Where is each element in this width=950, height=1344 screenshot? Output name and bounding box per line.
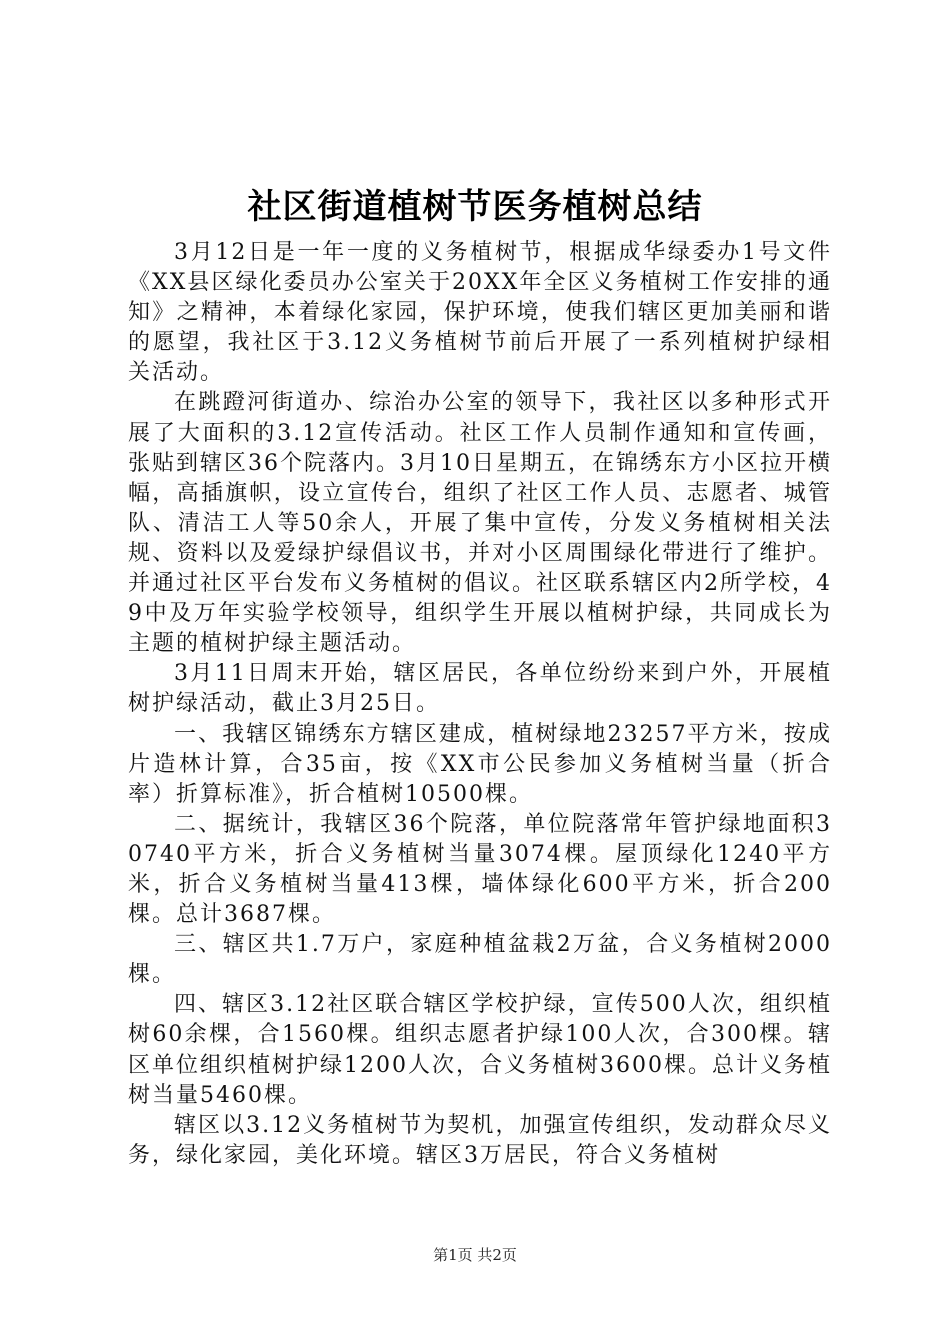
- document-body: [128, 238, 832, 1171]
- page-number: 第1页 共2页: [433, 1246, 517, 1264]
- paragraph-conclusion: 辖区以3.12义务植树节为契机，加强宣传组织，发动群众尽义务，绿化家园，美化环境。辖区3万居民，符合义务植树: [128, 1112, 832, 1168]
- paragraph-item-three: 三、辖区共1.7万户，家庭种植盆栽2万盆，合义务植树2000棵。: [128, 932, 832, 988]
- paragraph-item-two: 二、据统计，我辖区36个院落，单位院落常年管护绿地面积30740平方米，折合义务植树当量3074棵。屋顶绿化1240平方米，折合义务植树当量413棵，墙体绿化600平方米，折合200棵。总计3687棵。: [128, 811, 832, 928]
- paragraph-publicity: 在跳蹬河街道办、综治办公室的领导下，我社区以多种形式开展了大面积的3.12宣传活动。社区工作人员制作通知和宣传画，张贴到辖区36个院落内。3月10日星期五，在锦绣东方小区拉开横幅，高插旗帜，设立宣传台，组织了社区工作人员、志愿者、城管队、清洁工人等50余人，开展了集中宣传，分发义务植树相关法规、资料以及爱绿护绿倡议书，并对小区周围绿化带进行了维护。并通过社区平台发布义务植树的倡议。社区联系辖区内2所学校，49中及万年实验学校领导，组织学生开展以植树护绿，共同成长为主题的植树护绿主题活动。: [128, 390, 832, 657]
- paragraph-activity-start: 3月11日周末开始，辖区居民，各单位纷纷来到户外，开展植树护绿活动，截止3月25日。: [128, 661, 832, 717]
- paragraph-item-four: 四、辖区3.12社区联合辖区学校护绿，宣传500人次，组织植树60余棵，合1560棵。组织志愿者护绿100人次，合300棵。辖区单位组织植树护绿1200人次，合义务植树3600棵。总计义务植树当量5460棵。: [128, 992, 832, 1108]
- paragraph-item-one: 一、我辖区锦绣东方辖区建成，植树绿地23257平方米，按成片造林计算，合35亩，按《XX市公民参加义务植树当量（折合率）折算标准》，折合植树10500棵。: [128, 721, 832, 807]
- paragraph-intro: 3月12日是一年一度的义务植树节，根据成华绿委办1号文件《XX县区绿化委员办公室关于20XX年全区义务植树工作安排的通知》之精神，本着绿化家园，保护环境，使我们辖区更加美丽和谐的愿望，我社区于3.12义务植树节前后开展了一系列植树护绿相关活动。: [128, 240, 832, 386]
- document-title: 社区街道植树节医务植树总结: [247, 187, 703, 227]
